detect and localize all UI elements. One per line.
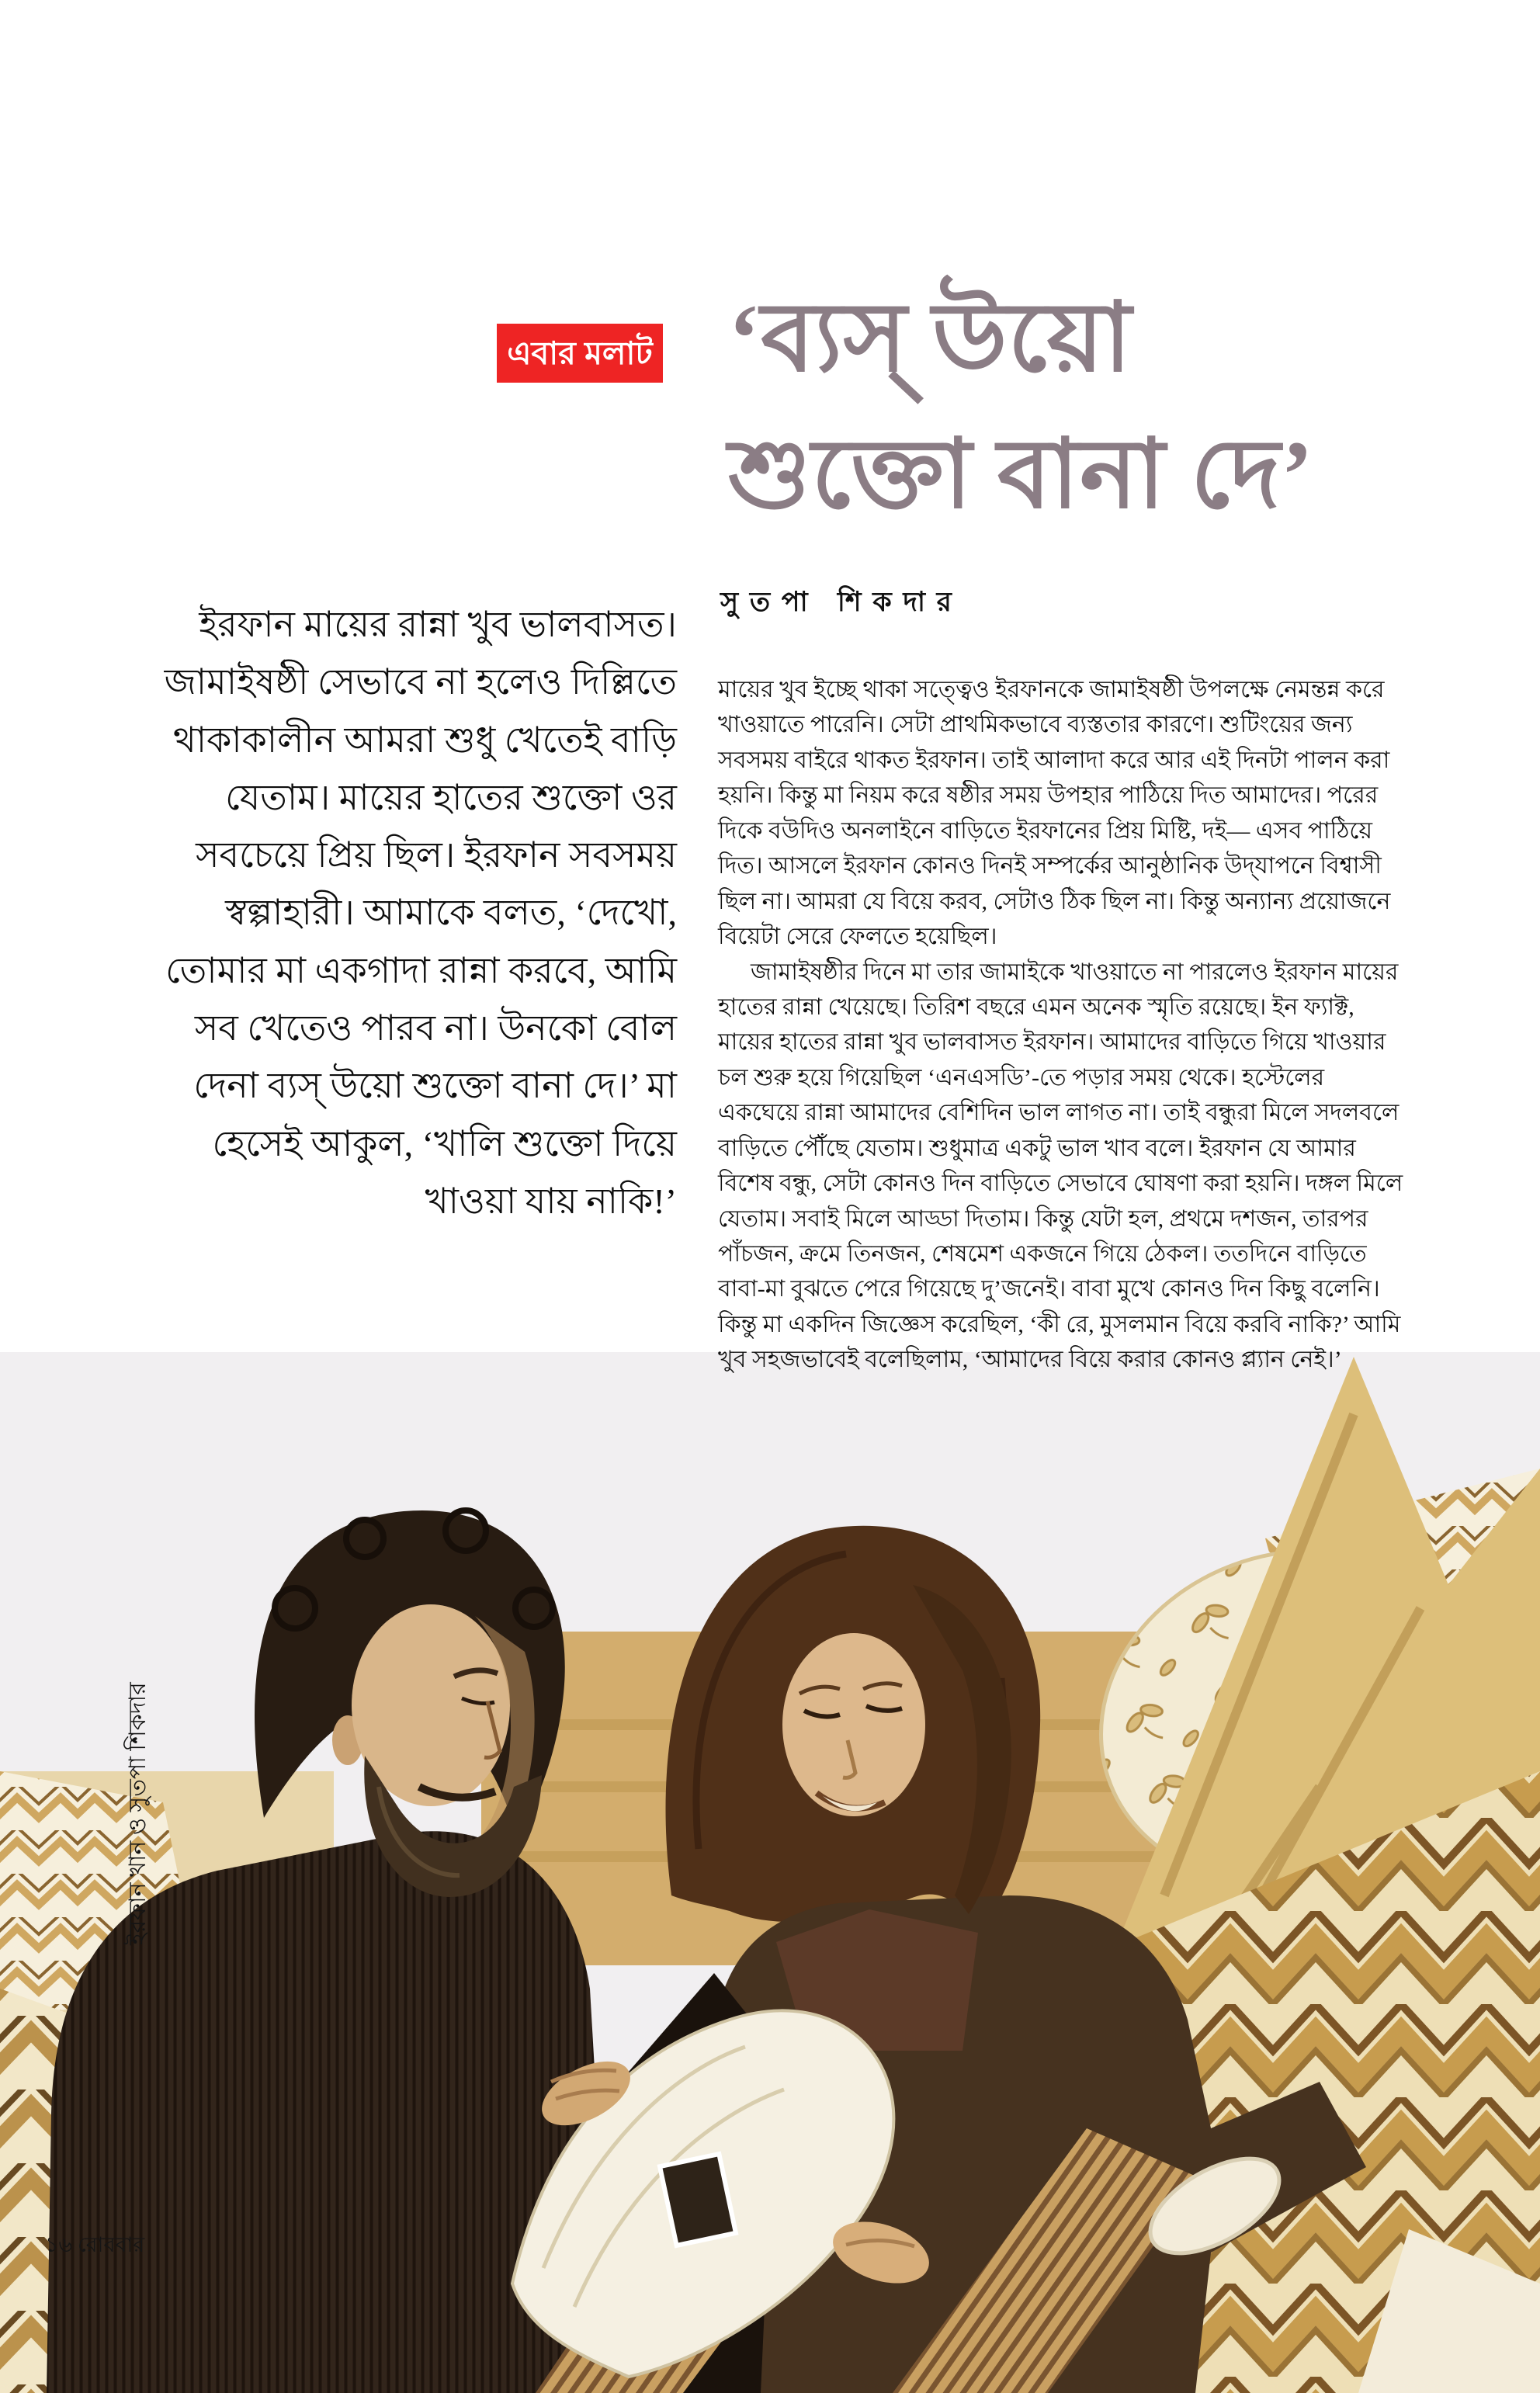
headline (728, 270, 1427, 543)
photo-illustration (0, 1352, 1540, 2393)
vertical-photo-credit: ইরফান খান ও সুতপা শিকদার (125, 1682, 151, 1945)
article-body (718, 672, 1407, 1378)
pull-quote: ইরফান মায়ের রান্না খুব ভালবাসত। জামাইষষ্ঠী সেভাবে না হলেও দিল্লিতে থাকাকালীন আমরা শুধু খেতেই বাড়ি যেতাম। মায়ের হাতের শুক্তো ওর সবচেয়ে প্রিয় ছিল। ইরফান সবসময় স্বল্পাহারী। আমাকে বলত, ‘দেখো, তোমার মা একগাদা রান্না করবে, আমি সব খেতেও পারব না। উনকো বোল দেনা ব্যস্‌ উয়ো শুক্তো বানা দে।’ মা হেসেই আকুল, ‘খালি শুক্তো দিয়ে খাওয়া যায় নাকি!’ (164, 605, 677, 1221)
section-tag (497, 324, 663, 383)
photo-irrfan-sutapa (0, 1352, 1540, 2393)
article-paragraph-2: জামাইষষ্ঠীর দিনে মা তার জামাইকে খাওয়াতে না পারলেও ইরফান মায়ের হাতের রান্না খেয়েছে। তিরিশ বছরে এমন অনেক স্মৃতি রয়েছে। ইন ফ্যাক্ট, মায়ের হাতের রান্না খুব ভালবাসত ইরফান। আমাদের বাড়িতে গিয়ে খাওয়ার চল শুরু হয়ে গিয়েছিল ‘এনএসডি’-তে পড়ার সময় থেকে। হস্টেলের একঘেয়ে রান্না আমাদের বেশিদিন ভাল লাগত না। তাই বন্ধুরা মিলে সদলবলে বাড়িতে পৌঁছে যেতাম। শুধুমাত্র একটু ভাল খাব বলে। ইরফান যে আমার বিশেষ বন্ধু, সেটা কোনও দিন বাড়িতে সেভাবে ঘোষণা করা হয়নি। দঙ্গল মিলে যেতাম। সবাই মিলে আড্ডা দিতাম। কিন্তু যেটা হল, প্রথমে দশজন, তারপর পাঁচজন, ক্রমে তিনজন, শেষমেশ একজনে গিয়ে ঠেকল। ততদিনে বাড়িতে বাবা-মা বুঝতে পেরে গিয়েছে দু’জনেই। বাবা মুখে কোনও দিন কিছু বলেনি। কিন্তু মা একদিন জিজ্ঞেস করেছিল, ‘কী রে, মুসলমান বিয়ে করবি নাকি?’ আমি খুব সহজভাবেই বলেছিলাম, ‘আমাদের বিয়ে করার কোনও প্ল্যান নেই।’ (718, 959, 1403, 1373)
headline-line2: শুক্তো বানা দে’ (728, 421, 1314, 529)
byline: সুতপা শিকদার (720, 587, 963, 617)
headline-line1: ‘ব্যস্‌ উয়ো (728, 285, 1132, 391)
article-paragraph-1: মায়ের খুব ইচ্ছে থাকা সত্ত্বেও ইরফানকে জামাইষষ্ঠী উপলক্ষে নেমন্তন্ন করে খাওয়াতে পারেনি। সেটা প্রাথমিকভাবে ব্যস্ততার কারণে। শুটিংয়ের জন্য সবসময় বাইরে থাকত ইরফান। তাই আলাদা করে আর এই দিনটা পালন করা হয়নি। কিন্তু মা নিয়ম করে ষষ্ঠীর সময় উপহার পাঠিয়ে দিত আমাদের। পরের দিকে বউদিও অনলাইনে বাড়িতে ইরফানের প্রিয় মিষ্টি, দই— এসব পাঠিয়ে দিত। আসলে ইরফান কোনও দিনই সম্পর্কের আনুষ্ঠানিক উদ্‌যাপনে বিশ্বাসী ছিল না। আমরা যে বিয়ে করব, সেটাও ঠিক ছিল না। কিন্তু অন্যান্য প্রয়োজনে বিয়েটা সেরে ফেলতে হয়েছিল। (718, 677, 1391, 950)
page-number: ১৬ রোববার (45, 2233, 145, 2256)
section-tag-label: এবার মলাট (507, 335, 653, 371)
